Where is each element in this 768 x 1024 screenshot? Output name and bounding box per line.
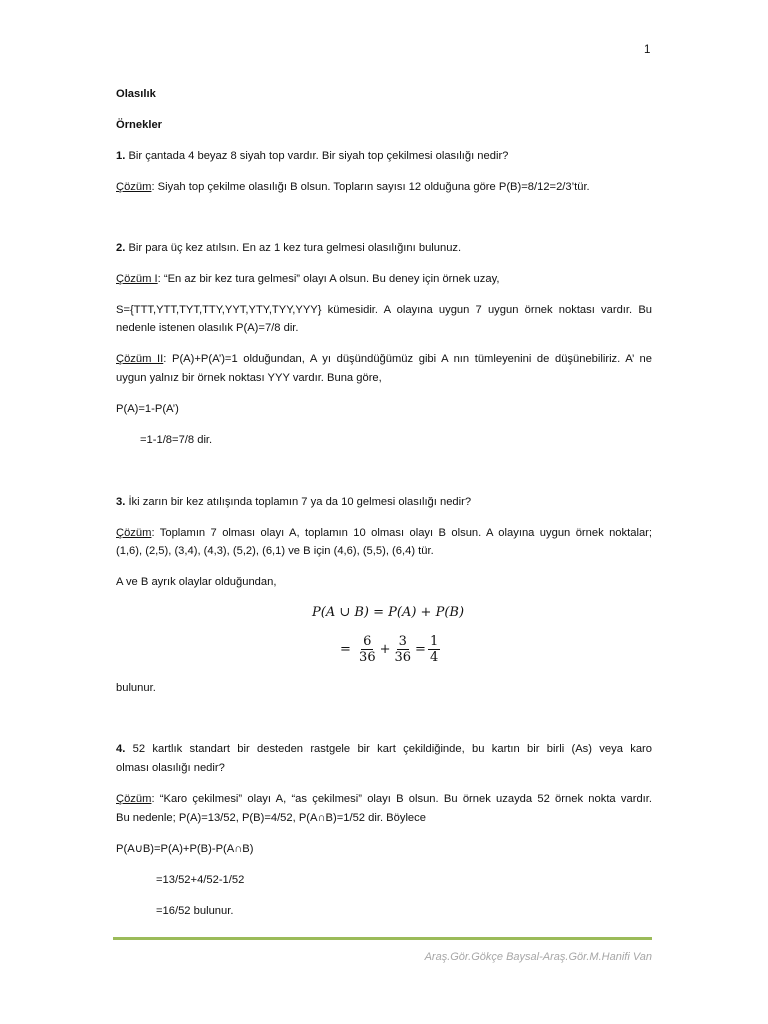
fraction — [357, 634, 378, 665]
disjoint-statement: A ve B ayrık olaylar olduğundan, — [116, 576, 277, 588]
section-heading: Örnekler — [116, 119, 163, 131]
denominator: 36 — [359, 650, 376, 665]
plus-sign: + — [379, 642, 391, 657]
page-number: 1 — [644, 44, 651, 56]
question-3 — [116, 495, 652, 509]
solution-label: Çözüm — [116, 793, 152, 805]
solution-label: Çözüm I — [116, 273, 158, 285]
question-text: İki zarın bir kez atılışında toplamın 7 ya da 10 gelmesi olasılığı nedir? — [125, 496, 472, 508]
doc-title: Olasılık — [116, 88, 156, 100]
calculation-line: P(A)=1-P(A’) — [116, 403, 179, 415]
solution-text: : P(A)+P(A’)=1 olduğundan, A yı düşündüğümüz gibi A nın tümleyenini de düşünebiliriz. A’ ne — [163, 353, 653, 365]
solution-4 — [116, 792, 652, 806]
sample-space-conclusion: nedenle istenen olasılık P(A)=7/8 dir. — [116, 322, 299, 334]
calculation-line: P(A∪B)=P(A)+P(B)-P(A∩B) — [116, 843, 254, 855]
question-number: 2. — [116, 242, 126, 254]
fraction — [428, 634, 440, 665]
footer-authors: Araş.Gör.Gökçe Baysal-Araş.Gör.M.Hanifi Van — [424, 951, 652, 963]
question-text: 52 kartlık standart bir desteden rastgele bir kart çekildiğinde, bu kartın bir birli (As) veya karo — [125, 743, 652, 755]
fraction-equation — [340, 634, 442, 665]
solution-text: : “En az bir kez tura gelmesi” olayı A olsun. Bu deney için örnek uzay, — [157, 273, 500, 285]
solution-text: : Siyah top çekilme olasılığı B olsun. Topların sayısı 12 olduğuna göre P(B)=8/12=2/3’tür. — [151, 181, 590, 193]
question-4 — [116, 742, 652, 756]
question-number: 3. — [116, 496, 126, 508]
solution-label: Çözüm — [116, 181, 152, 193]
calculation-line: =16/52 bulunur. — [156, 905, 234, 917]
solution-text: : “Karo çekilmesi” olayı A, “as çekilmesi” olayı B olsun. Bu örnek uzayda 52 örnek nokta vardır. — [151, 793, 652, 805]
question-2 — [116, 241, 652, 255]
numerator: 3 — [398, 634, 407, 649]
question-number: 4. — [116, 743, 126, 755]
solution-2-part-2 — [116, 352, 652, 366]
solution-3-continued: (1,6), (2,5), (3,4), (4,3), (5,2), (6,1) ve B için (4,6), (5,5), (6,4) tür. — [116, 545, 434, 557]
solution-label: Çözüm II — [116, 353, 164, 365]
denominator: 4 — [429, 650, 439, 665]
solution-2-part-1 — [116, 272, 652, 286]
solution-3 — [116, 526, 652, 540]
question-text: Bir çantada 4 beyaz 8 siyah top vardır. Bir siyah top çekilmesi olasılığı nedir? — [125, 150, 509, 162]
fraction — [393, 634, 414, 665]
question-text: Bir para üç kez atılsın. En az 1 kez tura gelmesi olasılığını bulunuz. — [125, 242, 462, 254]
solution-4-continued: Bu nedenle; P(A)=13/52, P(B)=4/52, P(A∩B)=1/52 dir. Böylece — [116, 812, 426, 824]
denominator: 36 — [394, 650, 412, 665]
solution-label: Çözüm — [116, 527, 152, 539]
calculation-line: =1-1/8=7/8 dir. — [140, 434, 213, 446]
solution-text: : Toplamın 7 olması olayı A, toplamın 10 olması olayı B olsun. A olayına uygun örnek noktalar; — [151, 527, 652, 539]
question-1 — [116, 149, 652, 163]
calculation-line: =13/52+4/52-1/52 — [156, 874, 245, 886]
question-number: 1. — [116, 150, 126, 162]
union-formula: P(A ∪ B) = P(A) + P(B) — [312, 605, 465, 620]
result-word: bulunur. — [116, 682, 156, 694]
question-4-continued: olması olasılığı nedir? — [116, 762, 225, 774]
footer-divider — [113, 937, 652, 940]
sample-space-line: S={TTT,YTT,TYT,TTY,YYT,YTY,TYY,YYY} kümesidir. A olayına uygun 7 uygun örnek noktası vardır. Bu — [116, 304, 652, 316]
numerator: 6 — [363, 634, 372, 649]
equals-sign: = — [415, 642, 426, 657]
numerator: 1 — [429, 634, 439, 649]
solution-1 — [116, 180, 652, 194]
solution-2-continued: uygun yalnız bir örnek noktası YYY vardır. Buna göre, — [116, 372, 382, 384]
equals-sign: = — [340, 642, 351, 657]
